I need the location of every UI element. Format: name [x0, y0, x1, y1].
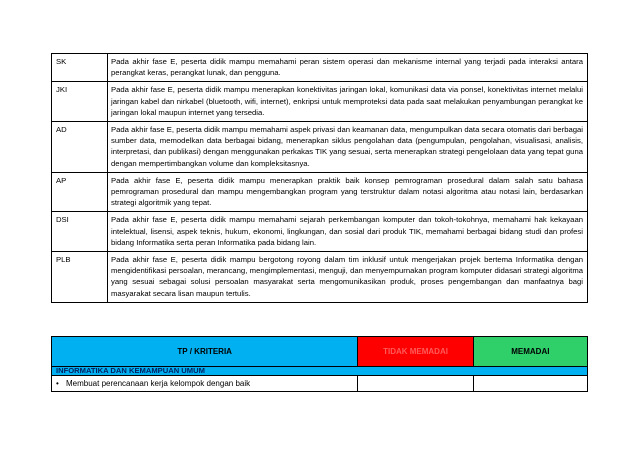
- criteria-item-label: Membuat perencanaan kerja kelompok dengan baik: [66, 379, 251, 388]
- table-row: [52, 172, 588, 212]
- section-row: [52, 367, 588, 376]
- header-tidak-memadai: TIDAK MEMADAI: [358, 337, 473, 367]
- element-code: JKI: [52, 82, 108, 122]
- header-memadai: MEMADAI: [473, 337, 587, 367]
- element-code: AD: [52, 122, 108, 173]
- table-row: [52, 82, 588, 122]
- element-description: Pada akhir fase E, peserta didik mampu menerapkan praktik baik konsep pemrograman prosedural dalam salah satu bahasa pemrograman prosedural dan mampu mengembangkan program yang terstruktur dalam notasi algoritma atau notasi lain, berdasarkan strategi algoritmik yang tepat.: [108, 172, 588, 212]
- criteria-memadai-cell[interactable]: [473, 376, 587, 392]
- criteria-item-text: [52, 376, 358, 392]
- element-code: SK: [52, 54, 108, 82]
- element-description: Pada akhir fase E, peserta didik mampu menerapkan konektivitas jaringan lokal, komunikasi data via ponsel, konektivitas internet melalui jaringan kabel dan nirkabel (bluetooth, wifi, internet), enkripsi untuk memproteksi data pada saat melakukan penyambungan perangkat ke jaringan lokal maupun internet yang tersedia.: [108, 82, 588, 122]
- element-description: Pada akhir fase E, peserta didik mampu memahami aspek privasi dan keamanan data, mengumpulkan data secara otomatis dari berbagai sumber data, memodelkan data berbagai bidang, menerapkan siklus pengolahan data (pengumpulan, pengolahan, visualisasi, analisis, interpretasi, dan publikasi) dengan menggunakan perkakas TIK yang sesuai, serta menerapkan strategi pengelolaan data yang tepat guna dengan mempertimbangkan volume dan kompleksitasnya.: [108, 122, 588, 173]
- element-description: Pada akhir fase E, peserta didik mampu memahami sejarah perkembangan komputer dan tokoh-tokohnya, memahami hak kekayaan intelektual, lisensi, aspek teknis, hukum, ekonomi, lingkungan, dan sosial dari produk TIK, memahami berbagai bidang studi dan profesi bidang Informatika serta peran Informatika pada bidang lain.: [108, 212, 588, 252]
- element-code: PLB: [52, 252, 108, 303]
- elements-table: [51, 53, 588, 303]
- table-row: [52, 252, 588, 303]
- element-description: Pada akhir fase E, peserta didik mampu bergotong royong dalam tim inklusif untuk mengerjakan projek bertema Informatika dengan mengidentifikasi persoalan, merancang, mengimplementasi, menguji, dan menyempurnakan program komputer didasari strategi algoritma yang sesuai sebagai solusi persoalan masyarakat serta mengomunikasikan produk, proses pengembangan dan manfaatnya bagi masyarakat secara lisan maupun tertulis.: [108, 252, 588, 303]
- table-row: [52, 54, 588, 82]
- criteria-header-row: [52, 337, 588, 367]
- header-tp-kriteria: TP / KRITERIA: [52, 337, 358, 367]
- element-code: AP: [52, 172, 108, 212]
- bullet-icon: •: [56, 379, 59, 388]
- table-row: [52, 122, 588, 173]
- element-description: Pada akhir fase E, peserta didik mampu memahami peran sistem operasi dan mekanisme internal yang terjadi pada interaksi antara perangkat keras, perangkat lunak, dan pengguna.: [108, 54, 588, 82]
- criteria-item-row: [52, 376, 588, 392]
- table-row: [52, 212, 588, 252]
- criteria-table: [51, 336, 588, 392]
- element-code: DSI: [52, 212, 108, 252]
- section-title: INFORMATIKA DAN KEMAMPUAN UMUM: [52, 367, 588, 376]
- criteria-tidak-cell[interactable]: [358, 376, 473, 392]
